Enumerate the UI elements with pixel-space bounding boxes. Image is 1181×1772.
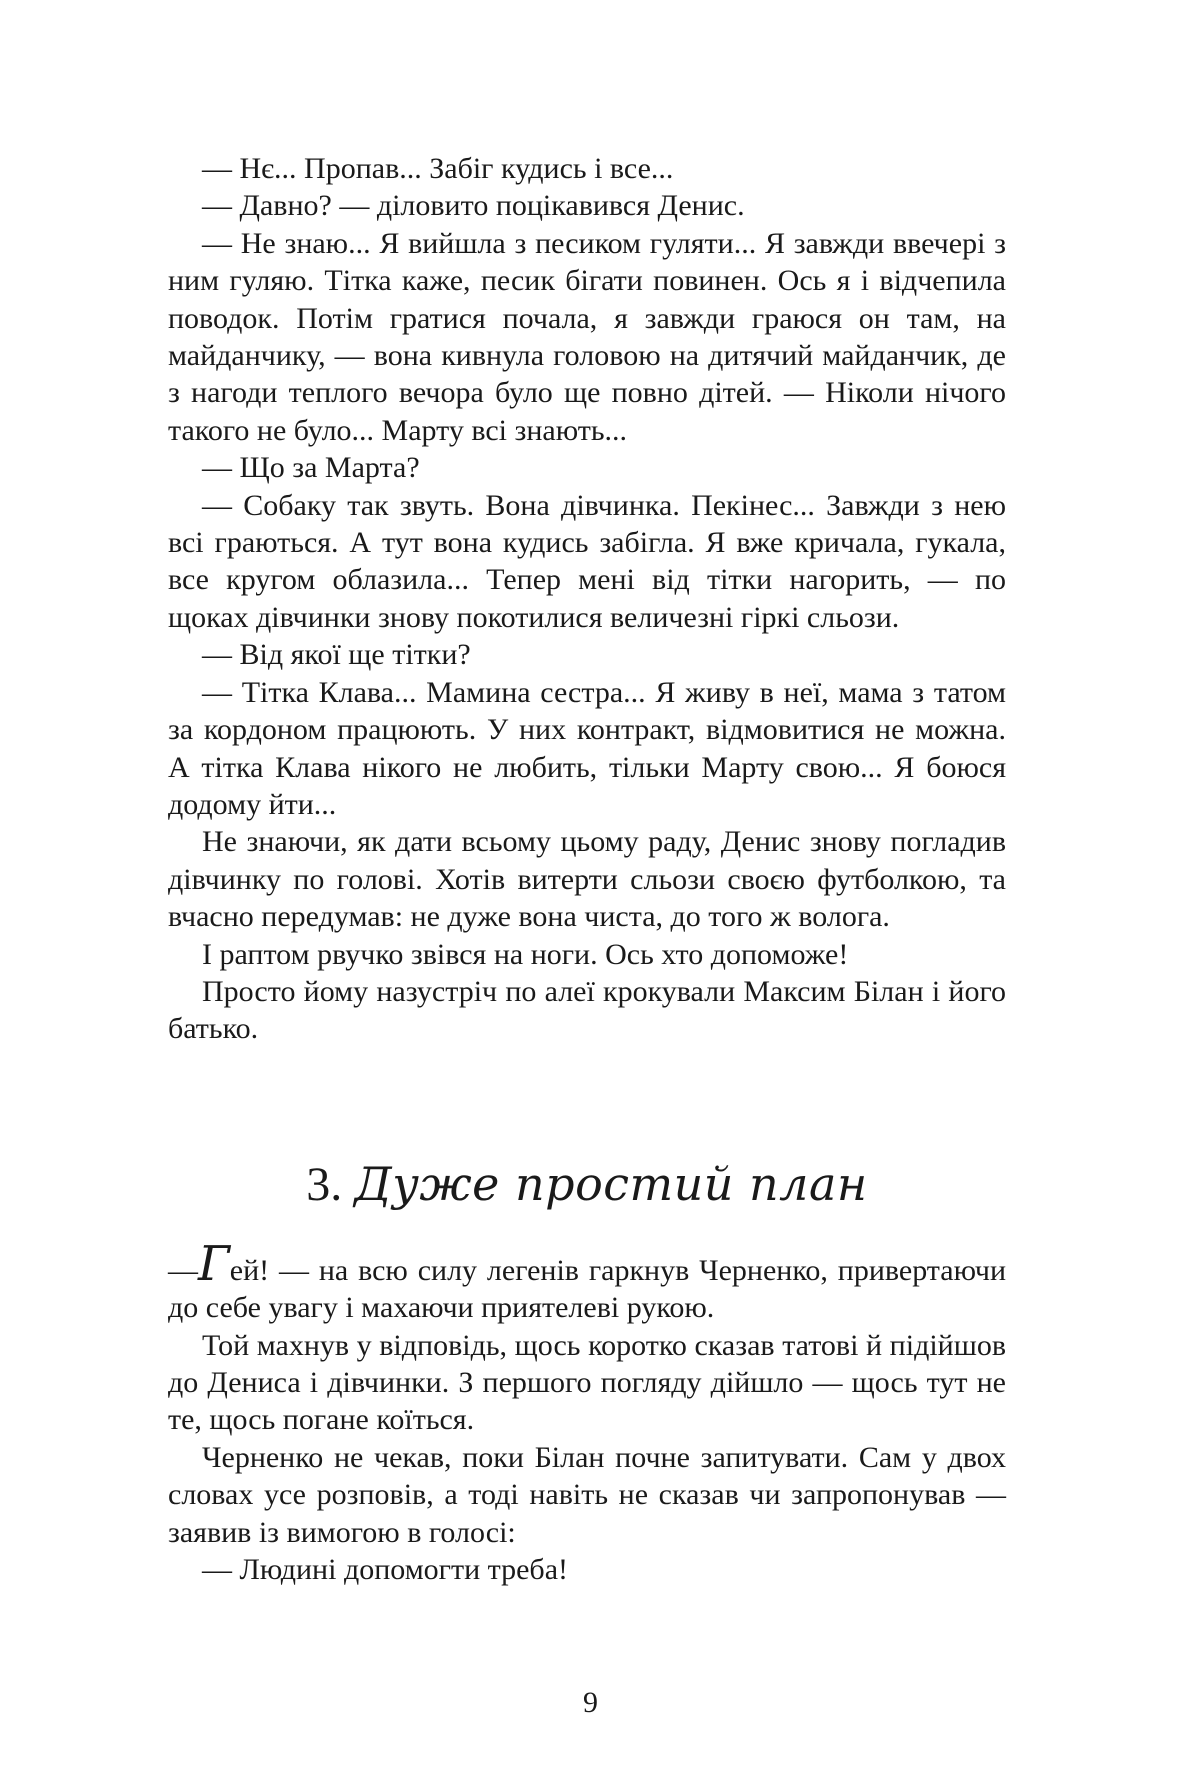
opening-dash: — bbox=[168, 1253, 198, 1287]
paragraph-13: Черненко не чекав, поки Білан почне запитувати. Сам у двох словах усе розповів, а тоді навіть не сказав чи запропонував — заявив із вимогою в голосі: bbox=[168, 1440, 1006, 1549]
paragraph-3: — Не знаю... Я вийшла з песиком гуляти... Я завжди ввечері з ним гуляю. Тітка каже, песик бігати повинен. Ось я і відчепила поводок. Потім гратися почала, я завжди граюся он там, на майданчику, — вона кивнула головою на дитячий майданчик, де з нагоди теплого вечора було ще повно дітей. — Ніколи нічого такого не було... Марту всі знають... bbox=[168, 226, 1006, 447]
paragraph-4: — Що за Марта? bbox=[202, 451, 420, 485]
chapter-title: Дуже простий план bbox=[354, 1156, 868, 1211]
paragraph-6: — Від якої ще тітки? bbox=[202, 638, 471, 672]
page-body bbox=[168, 150, 1006, 1588]
paragraph-9: І раптом рвучко звівся на ноги. Ось хто допоможе! bbox=[202, 937, 849, 971]
paragraph-5: — Собаку так звуть. Вона дівчинка. Пекінес... Завжди з нею всі граються. А тут вона кудись забігла. Я вже кричала, гукала, все кругом облазила... Тепер мені від тітки нагорить, — по щоках дівчинки знову покотилися величезні гіркі сльози. bbox=[168, 488, 1006, 634]
paragraph-7: — Тітка Клава... Мамина сестра... Я живу в неї, мама з татом за кордоном працюють. У них контракт, відмовитися не можна. А тітка Клава нікого не любить, тільки Марту свою... Я боюся додому йти... bbox=[168, 675, 1006, 821]
paragraph-12: Той махнув у відповідь, щось коротко сказав татові й підійшов до Дениса і дівчинки. З першого погляду дійшло — щось тут не те, щось погане коїться. bbox=[168, 1328, 1006, 1437]
paragraph-2: — Давно? — діловито поцікавився Денис. bbox=[202, 189, 745, 223]
paragraph-1: — Нє... Пропав... Забіг кудись і все... bbox=[202, 152, 674, 185]
paragraph-10: Просто йому назустріч по алеї крокували Максим Білан і його батько. bbox=[168, 974, 1006, 1046]
paragraph-14: — Людині допомогти треба! bbox=[202, 1553, 569, 1586]
opening-text: ей! — на всю силу легенів гаркнув Черненко, привертаючи до себе увагу і махаючи приятелеві рукою. bbox=[168, 1253, 1006, 1325]
drop-cap-letter: Г bbox=[198, 1235, 230, 1292]
chapter-heading bbox=[168, 1154, 1006, 1215]
page-number: 9 bbox=[583, 1686, 598, 1719]
paragraph-8: Не знаючи, як дати всьому цьому раду, Денис знову погладив дівчинку по голові. Хотів витерти сльози своєю футболкою, та вчасно передумав: не дуже вона чиста, до того ж волога. bbox=[168, 825, 1006, 934]
chapter-number: 3. bbox=[306, 1157, 343, 1211]
chapter-opening-paragraph bbox=[168, 1235, 1006, 1327]
